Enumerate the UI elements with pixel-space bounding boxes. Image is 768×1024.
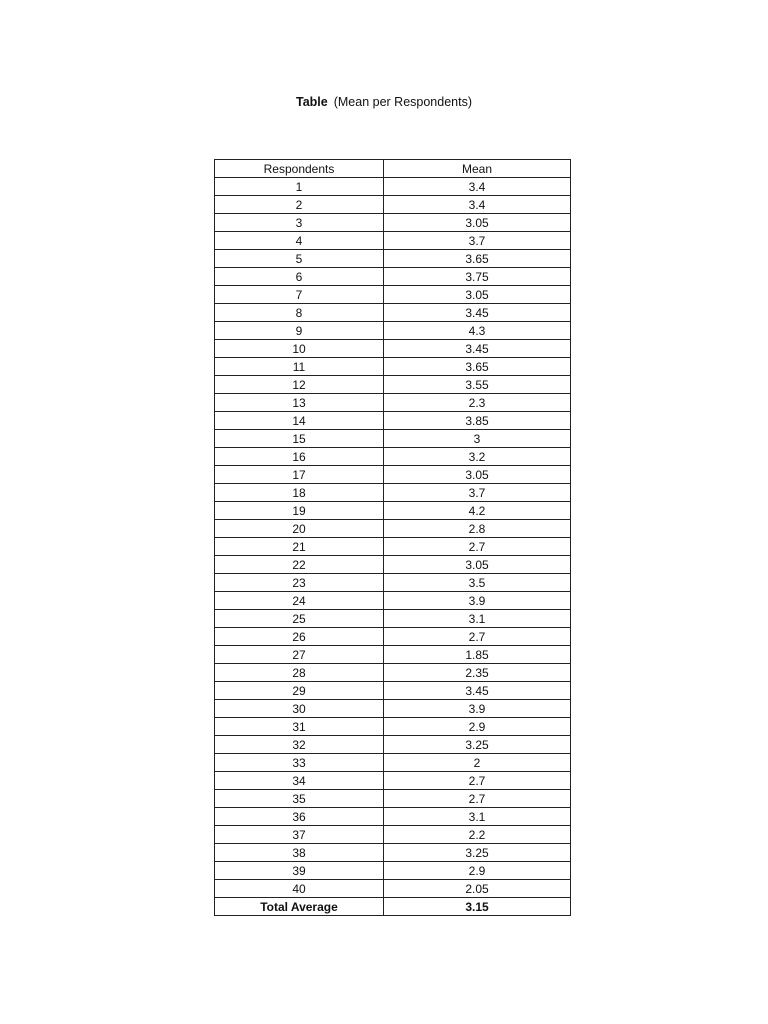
mean-value-cell: 3.55	[384, 376, 571, 394]
respondent-number-cell: 32	[215, 736, 384, 754]
respondent-number-cell: 38	[215, 844, 384, 862]
table-row	[215, 646, 571, 664]
mean-value-cell: 2	[384, 754, 571, 772]
mean-value-cell: 3.05	[384, 214, 571, 232]
mean-value-cell: 2.7	[384, 772, 571, 790]
table-row	[215, 340, 571, 358]
respondent-number-cell: 28	[215, 664, 384, 682]
mean-value-cell: 3.2	[384, 448, 571, 466]
table-title-text: (Mean per Respondents)	[333, 95, 472, 109]
table-row	[215, 358, 571, 376]
mean-value-cell: 2.35	[384, 664, 571, 682]
respondent-number-cell: 27	[215, 646, 384, 664]
respondent-number-cell: 4	[215, 232, 384, 250]
respondent-number-cell: 3	[215, 214, 384, 232]
respondent-number-cell: 37	[215, 826, 384, 844]
table-row	[215, 772, 571, 790]
respondent-number-cell: 20	[215, 520, 384, 538]
mean-value-cell: 3.9	[384, 700, 571, 718]
respondent-number-cell: 6	[215, 268, 384, 286]
table-row	[215, 718, 571, 736]
respondent-number-cell: 25	[215, 610, 384, 628]
mean-value-cell: 3.25	[384, 844, 571, 862]
table-row	[215, 196, 571, 214]
mean-value-cell: 3.5	[384, 574, 571, 592]
mean-value-cell: 2.7	[384, 538, 571, 556]
respondent-number-cell: 2	[215, 196, 384, 214]
respondent-number-cell: 26	[215, 628, 384, 646]
respondent-number-cell: 13	[215, 394, 384, 412]
mean-value-cell: 2.9	[384, 718, 571, 736]
respondent-number-cell: 35	[215, 790, 384, 808]
mean-value-cell: 3.25	[384, 736, 571, 754]
mean-value-cell: 1.85	[384, 646, 571, 664]
table-row	[215, 214, 571, 232]
mean-value-cell: 2.7	[384, 628, 571, 646]
mean-value-cell: 3.1	[384, 610, 571, 628]
table-header-row	[215, 160, 571, 178]
mean-value-cell: 3.9	[384, 592, 571, 610]
table-row	[215, 268, 571, 286]
total-average-value: 3.15	[384, 898, 571, 916]
table-row	[215, 844, 571, 862]
respondent-number-cell: 19	[215, 502, 384, 520]
table-row	[215, 754, 571, 772]
respondent-number-cell: 24	[215, 592, 384, 610]
respondent-number-cell: 14	[215, 412, 384, 430]
respondent-number-cell: 30	[215, 700, 384, 718]
respondent-number-cell: 31	[215, 718, 384, 736]
table-row	[215, 610, 571, 628]
respondent-number-cell: 12	[215, 376, 384, 394]
table-row	[215, 826, 571, 844]
table-row	[215, 322, 571, 340]
table-row	[215, 574, 571, 592]
column-header-respondents: Respondents	[215, 160, 384, 178]
respondent-number-cell: 39	[215, 862, 384, 880]
mean-value-cell: 3.45	[384, 304, 571, 322]
mean-per-respondents-table	[214, 159, 571, 916]
respondent-number-cell: 15	[215, 430, 384, 448]
mean-value-cell: 3.45	[384, 682, 571, 700]
table-row	[215, 412, 571, 430]
mean-value-cell: 2.7	[384, 790, 571, 808]
table-title	[0, 93, 768, 111]
table-row	[215, 682, 571, 700]
total-average-label: Total Average	[215, 898, 384, 916]
mean-value-cell: 3	[384, 430, 571, 448]
table-row	[215, 484, 571, 502]
mean-value-cell: 3.65	[384, 250, 571, 268]
mean-value-cell: 3.4	[384, 196, 571, 214]
mean-value-cell: 2.9	[384, 862, 571, 880]
table-row	[215, 664, 571, 682]
mean-value-cell: 3.05	[384, 286, 571, 304]
mean-value-cell: 2.05	[384, 880, 571, 898]
total-average-row	[215, 898, 571, 916]
table-row	[215, 736, 571, 754]
table-row	[215, 700, 571, 718]
table-row	[215, 520, 571, 538]
mean-value-cell: 3.1	[384, 808, 571, 826]
table-row	[215, 502, 571, 520]
respondent-number-cell: 22	[215, 556, 384, 574]
respondent-number-cell: 40	[215, 880, 384, 898]
respondent-number-cell: 17	[215, 466, 384, 484]
column-header-mean: Mean	[384, 160, 571, 178]
mean-value-cell: 3.4	[384, 178, 571, 196]
table-row	[215, 178, 571, 196]
table-title-label: Table	[295, 95, 328, 109]
table-row	[215, 862, 571, 880]
respondent-number-cell: 33	[215, 754, 384, 772]
table-row	[215, 466, 571, 484]
table-row	[215, 592, 571, 610]
mean-value-cell: 3.45	[384, 340, 571, 358]
mean-value-cell: 2.3	[384, 394, 571, 412]
mean-value-cell: 3.75	[384, 268, 571, 286]
table-row	[215, 286, 571, 304]
respondent-number-cell: 36	[215, 808, 384, 826]
mean-value-cell: 3.7	[384, 232, 571, 250]
mean-value-cell: 4.3	[384, 322, 571, 340]
table-row	[215, 430, 571, 448]
respondent-number-cell: 29	[215, 682, 384, 700]
mean-value-cell: 3.05	[384, 466, 571, 484]
mean-value-cell: 2.8	[384, 520, 571, 538]
mean-value-cell: 3.85	[384, 412, 571, 430]
table-row	[215, 448, 571, 466]
table-row	[215, 628, 571, 646]
respondent-number-cell: 7	[215, 286, 384, 304]
mean-value-cell: 2.2	[384, 826, 571, 844]
table-row	[215, 304, 571, 322]
respondent-number-cell: 11	[215, 358, 384, 376]
respondent-number-cell: 9	[215, 322, 384, 340]
table-row	[215, 232, 571, 250]
respondent-number-cell: 5	[215, 250, 384, 268]
respondent-number-cell: 34	[215, 772, 384, 790]
respondent-number-cell: 16	[215, 448, 384, 466]
respondent-number-cell: 21	[215, 538, 384, 556]
table-row	[215, 790, 571, 808]
table-row	[215, 556, 571, 574]
respondent-number-cell: 1	[215, 178, 384, 196]
mean-value-cell: 3.7	[384, 484, 571, 502]
table-row	[215, 394, 571, 412]
table-row	[215, 808, 571, 826]
table-body	[215, 178, 571, 898]
mean-value-cell: 3.65	[384, 358, 571, 376]
mean-value-cell: 4.2	[384, 502, 571, 520]
respondent-number-cell: 10	[215, 340, 384, 358]
table-row	[215, 538, 571, 556]
respondent-number-cell: 18	[215, 484, 384, 502]
respondent-number-cell: 8	[215, 304, 384, 322]
table-row	[215, 376, 571, 394]
respondent-number-cell: 23	[215, 574, 384, 592]
table-row	[215, 880, 571, 898]
mean-value-cell: 3.05	[384, 556, 571, 574]
table-row	[215, 250, 571, 268]
